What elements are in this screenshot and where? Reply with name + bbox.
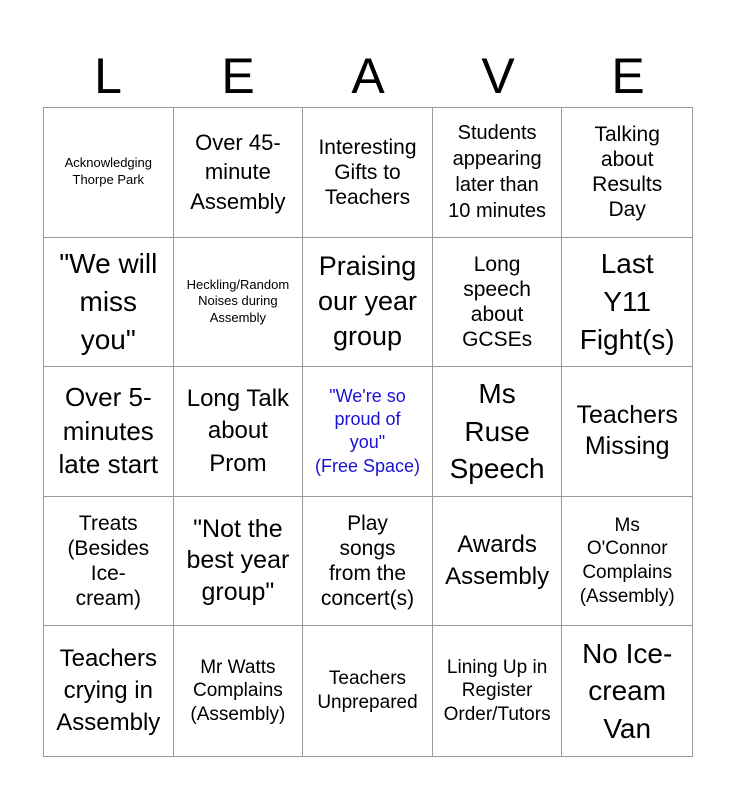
cell-text: Teachers crying in Assembly <box>56 644 161 737</box>
bingo-cell-r3c5[interactable] <box>562 367 692 497</box>
cell-text: Heckling/Random Noises during Assembly <box>186 276 290 326</box>
bingo-cell-r2c5[interactable] <box>562 238 692 368</box>
bingo-cell-r4c3[interactable] <box>303 497 433 627</box>
cell-text: Students appearing later than 10 minutes <box>448 122 547 223</box>
cell-text: Praising our year group <box>317 251 418 352</box>
bingo-cell-r1c3[interactable] <box>303 108 433 238</box>
bingo-grid <box>43 107 693 757</box>
header-letter-1: L <box>94 48 122 104</box>
cell-text: Long Talk about Prom <box>186 384 290 477</box>
cell-text: Over 45- minute Assembly <box>190 129 286 215</box>
cell-text: Treats (Besides Ice- cream) <box>67 511 150 611</box>
cell-text: Over 5- minutes late start <box>58 381 159 480</box>
bingo-cell-r4c2[interactable] <box>174 497 304 627</box>
header-letter-2: E <box>221 48 255 104</box>
cell-text: Talking about Results Day <box>592 122 663 222</box>
header-letter-3: A <box>351 48 385 104</box>
cell-text: No Ice- cream Van <box>582 637 673 745</box>
cell-text: Ms O'Connor Complains (Assembly) <box>579 514 675 607</box>
cell-text: Lining Up in Register Order/Tutors <box>443 656 551 726</box>
cell-text: "We're so proud of you" (Free Space) <box>314 385 421 476</box>
header-letter-4: V <box>481 48 515 104</box>
cell-text: Play songs from the concert(s) <box>320 511 415 611</box>
bingo-cell-r4c4[interactable] <box>433 497 563 627</box>
header-letter-5: E <box>611 48 645 104</box>
bingo-cell-r5c3[interactable] <box>303 626 433 756</box>
bingo-cell-r2c3[interactable] <box>303 238 433 368</box>
cell-text: "Not the best year group" <box>186 515 290 606</box>
cell-text: Acknowledging Thorpe Park <box>64 155 153 188</box>
bingo-cell-r3c2[interactable] <box>174 367 304 497</box>
bingo-cell-r3c4[interactable] <box>433 367 563 497</box>
bingo-cell-r5c4[interactable] <box>433 626 563 756</box>
bingo-cell-r5c2[interactable] <box>174 626 304 756</box>
cell-text: "We will miss you" <box>59 248 158 355</box>
bingo-header <box>43 46 693 106</box>
cell-text: Teachers Unprepared <box>317 668 418 714</box>
bingo-cell-r4c5[interactable] <box>562 497 692 627</box>
bingo-cell-r1c1[interactable] <box>44 108 174 238</box>
bingo-cell-r2c2[interactable] <box>174 238 304 368</box>
cell-text: Teachers Missing <box>576 401 678 461</box>
bingo-cell-r5c5[interactable] <box>562 626 692 756</box>
cell-text: Ms Ruse Speech <box>449 377 545 485</box>
cell-text: Interesting Gifts to Teachers <box>318 135 417 209</box>
cell-text: Last Y11 Fight(s) <box>579 248 675 355</box>
bingo-cell-r5c1[interactable] <box>44 626 174 756</box>
bingo-cell-r1c5[interactable] <box>562 108 692 238</box>
cell-text: Awards Assembly <box>445 530 550 591</box>
bingo-cell-r1c4[interactable] <box>433 108 563 238</box>
cell-text: Long speech about GCSEs <box>462 252 533 352</box>
cell-text: Mr Watts Complains (Assembly) <box>190 656 286 726</box>
bingo-cell-free-space[interactable] <box>303 367 433 497</box>
bingo-cell-r4c1[interactable] <box>44 497 174 627</box>
bingo-cell-r1c2[interactable] <box>174 108 304 238</box>
bingo-cell-r2c4[interactable] <box>433 238 563 368</box>
bingo-cell-r2c1[interactable] <box>44 238 174 368</box>
bingo-cell-r3c1[interactable] <box>44 367 174 497</box>
